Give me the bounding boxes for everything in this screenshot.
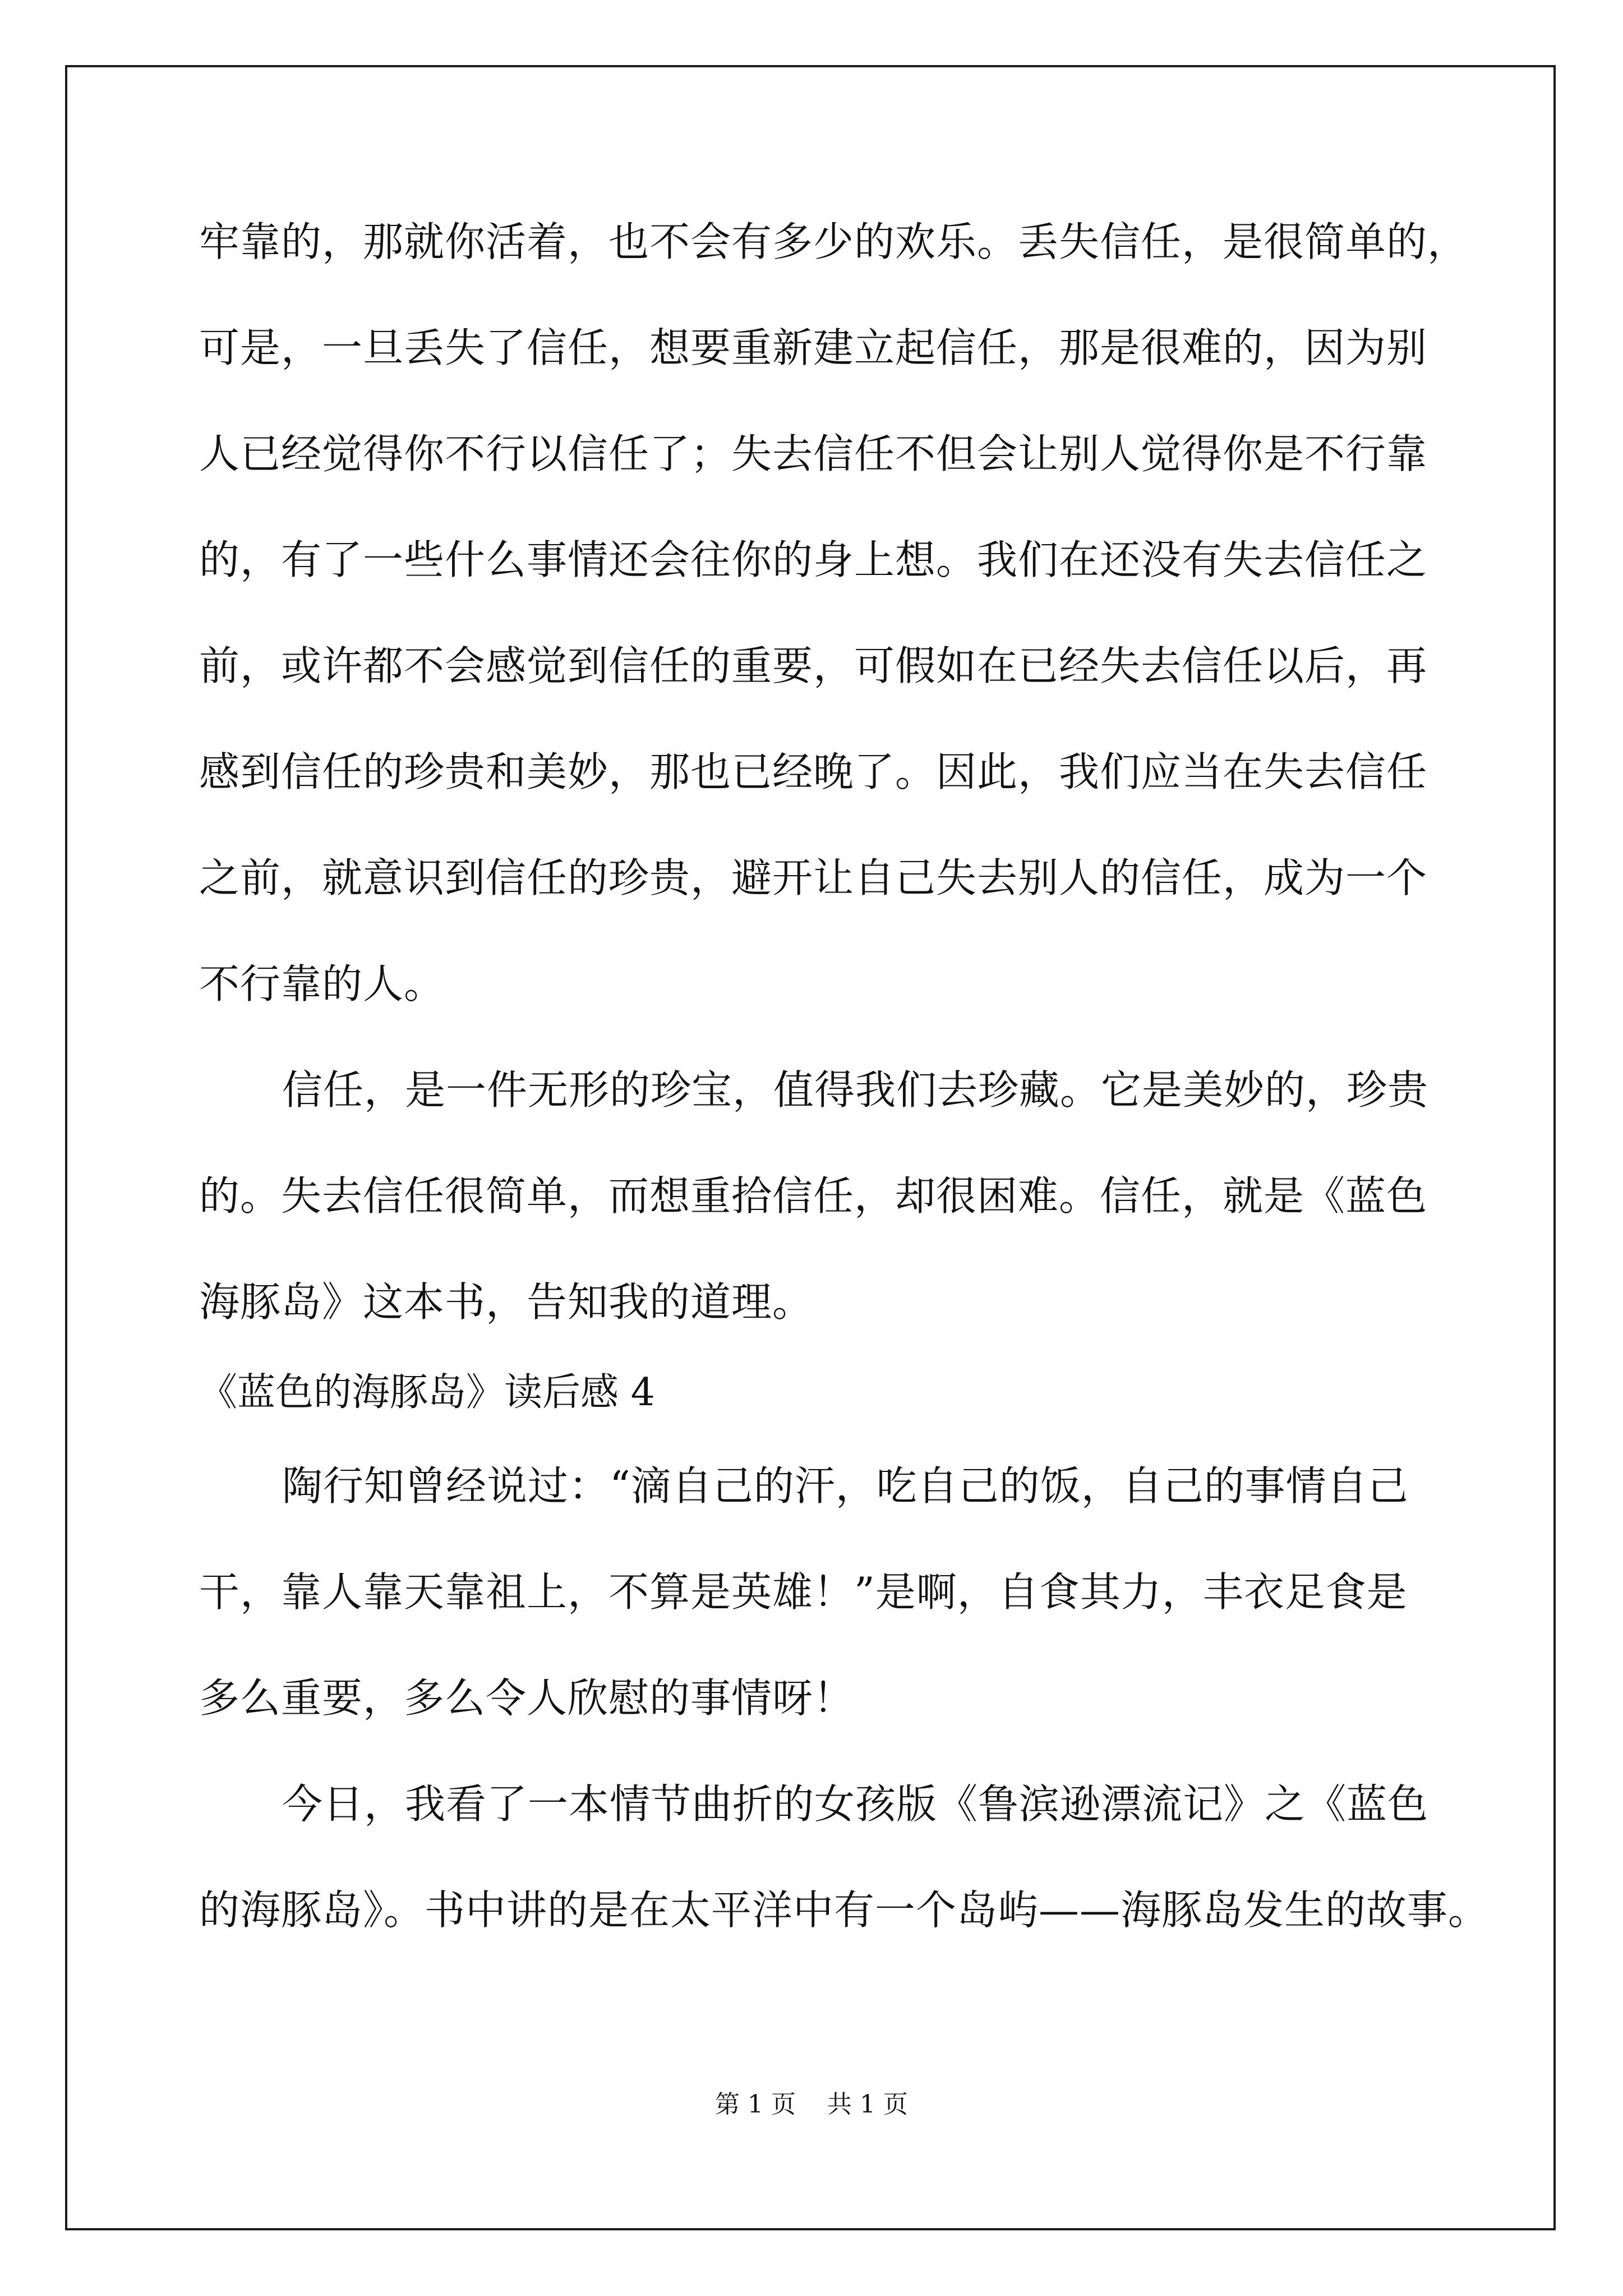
text-line: 牢靠的，那就你活着，也不会有多少的欢乐。丢失信任，是很简单的， — [199, 218, 1469, 265]
text-line: 可是，一旦丢失了信任，想要重新建立起信任，那是很难的，因为别 — [199, 324, 1428, 371]
text-line: 干，靠人靠天靠祖上，不算是英雄！”是啊，自食其力，丰衣足食是 — [199, 1568, 1408, 1616]
text-line: 多么重要，多么令人欣慰的事情呀！ — [199, 1674, 855, 1722]
section-heading: 《蓝色的海豚岛》读后感 4 — [199, 1370, 655, 1415]
text-line: 海豚岛》这本书，告知我的道理。 — [199, 1278, 814, 1326]
text-line: 感到信任的珍贵和美妙，那也已经晚了。因此，我们应当在失去信任 — [199, 748, 1428, 795]
paragraph-first-line: 今日，我看了一本情节曲折的女孩版《鲁滨逊漂流记》之《蓝色 — [282, 1780, 1429, 1828]
paragraph-first-line: 陶行知曾经说过：“滴自己的汗，吃自己的饭，自己的事情自己 — [282, 1462, 1409, 1510]
text-line: 的海豚岛》。书中讲的是在太平洋中有一个岛屿——海豚岛发生的故事。 — [199, 1887, 1490, 1934]
text-line: 的，有了一些什么事情还会往你的身上想。我们在还没有失去信任之 — [199, 536, 1428, 583]
text-line: 人已经觉得你不行以信任了；失去信任不但会让别人觉得你是不行靠 — [199, 430, 1428, 477]
text-line: 之前，就意识到信任的珍贵，避开让自己失去别人的信任，成为一个 — [199, 854, 1428, 901]
page-number-footer: 第 1 页 共 1 页 — [715, 2090, 908, 2119]
text-line: 的。失去信任很简单，而想重拾信任，却很困难。信任，就是《蓝色 — [199, 1172, 1428, 1220]
text-line: 前，或许都不会感觉到信任的重要，可假如在已经失去信任以后，再 — [199, 642, 1428, 689]
paragraph-first-line: 信任，是一件无形的珍宝，值得我们去珍藏。它是美妙的，珍贵 — [282, 1066, 1429, 1114]
text-line: 不行靠的人。 — [199, 960, 445, 1007]
